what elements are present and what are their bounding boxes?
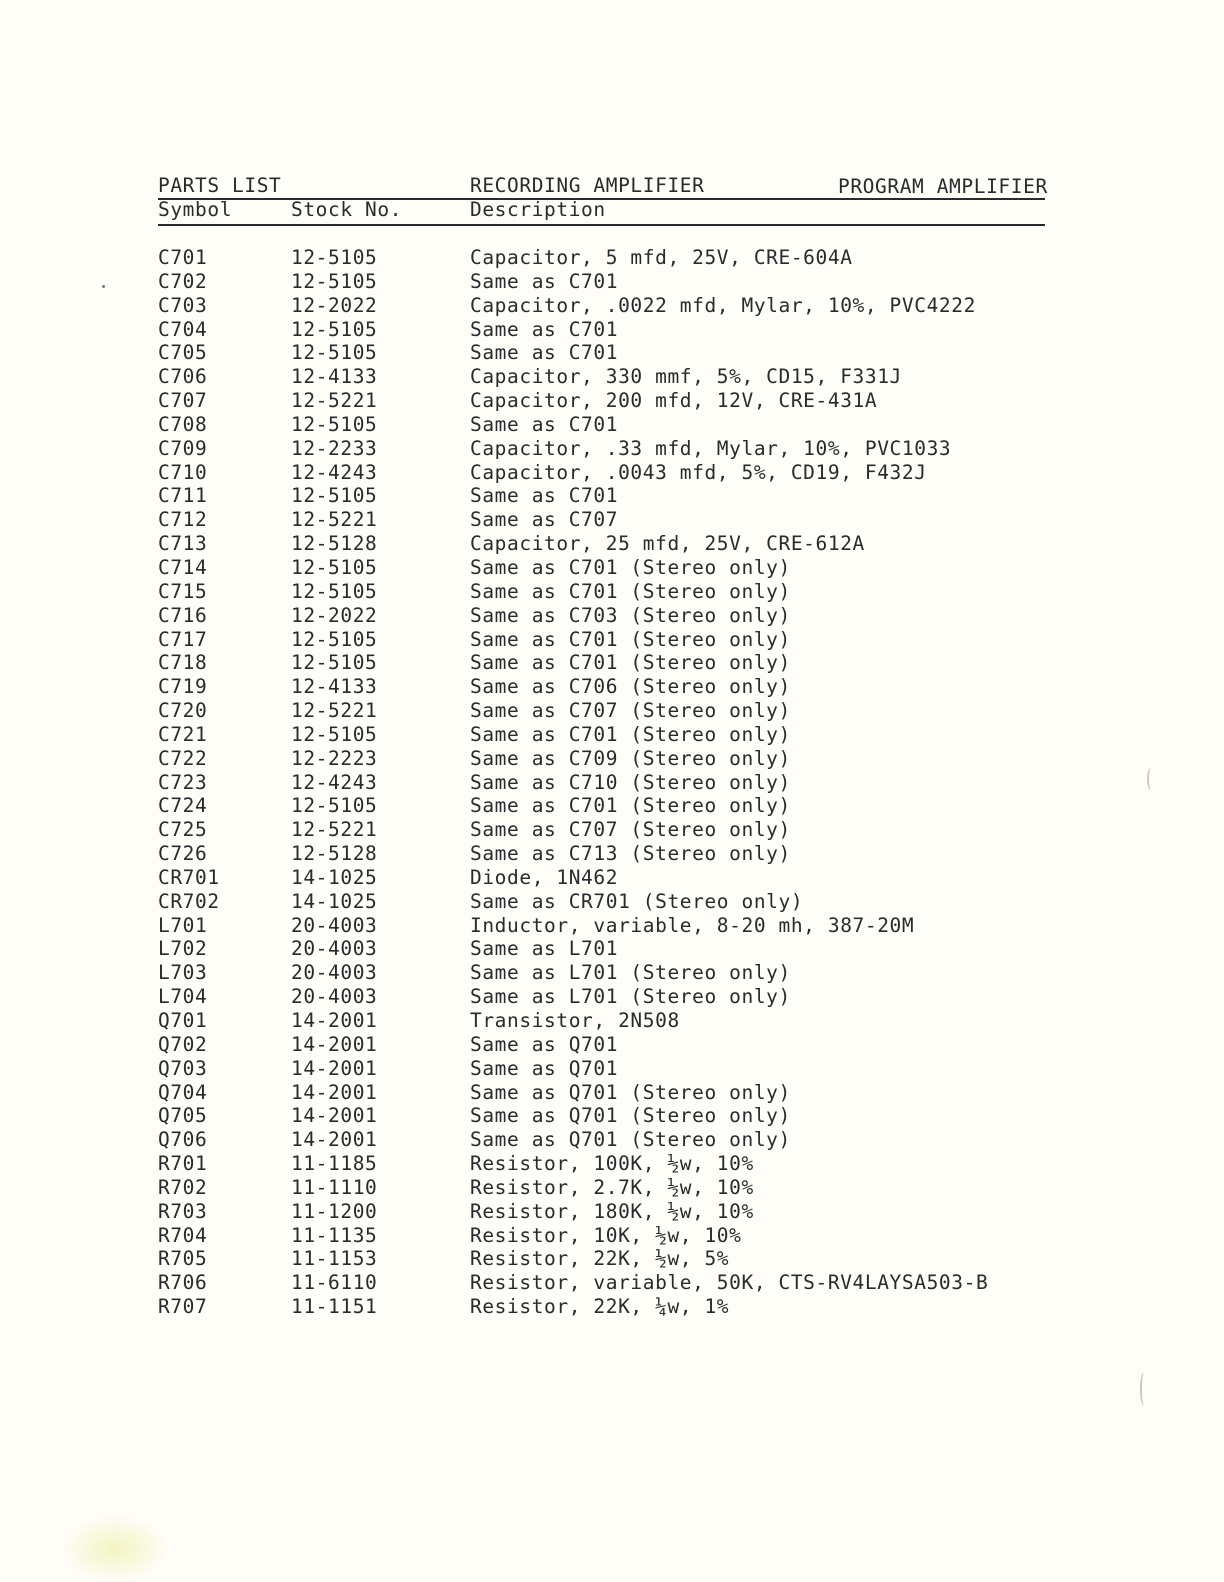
table-row	[158, 866, 1058, 890]
part-symbol: CR702	[158, 889, 220, 913]
part-symbol: C717	[158, 627, 208, 651]
table-row	[158, 818, 1058, 842]
part-stock-number: 12-5128	[291, 532, 378, 556]
table-row	[158, 484, 1058, 508]
part-description: Same as C701	[470, 412, 619, 436]
margin-mark	[1140, 1372, 1148, 1406]
part-stock-number: 12-2223	[291, 746, 378, 770]
part-description: Resistor, 22K, ¼w, 1%	[470, 1295, 730, 1319]
part-stock-number: 12-5105	[291, 317, 378, 341]
part-stock-number: 12-5105	[291, 246, 378, 269]
part-symbol: C725	[158, 818, 208, 842]
part-symbol: L703	[158, 961, 208, 985]
table-row	[158, 461, 1058, 485]
part-symbol: Q704	[158, 1080, 208, 1104]
part-description: Same as C703 (Stereo only)	[470, 603, 791, 627]
table-row	[158, 318, 1058, 342]
part-symbol: L702	[158, 937, 208, 961]
part-description: Same as CR701 (Stereo only)	[470, 889, 804, 913]
part-stock-number: 20-4003	[291, 961, 378, 985]
part-description: Transistor, 2N508	[470, 1009, 680, 1032]
table-row	[158, 246, 1058, 270]
table-row	[158, 747, 1058, 771]
part-symbol: C716	[158, 603, 208, 627]
table-row	[158, 1033, 1058, 1057]
part-symbol: R707	[158, 1295, 208, 1319]
table-row	[158, 556, 1058, 580]
column-header-description: Description	[470, 198, 606, 221]
part-stock-number: 12-5105	[291, 269, 378, 293]
table-row	[158, 365, 1058, 389]
table-row	[158, 628, 1058, 652]
part-description: Same as Q701 (Stereo only)	[470, 1080, 791, 1104]
part-description: Resistor, variable, 50K, CTS-RV4LAYSA503-B	[470, 1271, 989, 1295]
table-row	[158, 1081, 1058, 1105]
part-symbol: L704	[158, 985, 208, 1009]
part-stock-number: 11-1110	[291, 1175, 378, 1199]
table-row	[158, 389, 1058, 413]
part-description: Capacitor, 200 mfd, 12V, CRE-431A	[470, 389, 878, 413]
column-header-symbol: Symbol	[158, 198, 233, 221]
part-stock-number: 11-1185	[291, 1152, 378, 1176]
part-description: Same as C701	[470, 484, 619, 508]
part-symbol: C720	[158, 699, 208, 723]
part-description: Capacitor, .0022 mfd, Mylar, 10%, PVC4222	[470, 293, 976, 317]
part-stock-number: 12-5105	[291, 651, 378, 675]
part-description: Same as L701 (Stereo only)	[470, 985, 791, 1009]
part-stock-number: 11-1151	[291, 1295, 378, 1319]
table-row	[158, 532, 1058, 556]
part-description: Resistor, 10K, ½w, 10%	[470, 1223, 742, 1247]
part-symbol: C713	[158, 532, 208, 556]
part-symbol: C723	[158, 770, 208, 794]
part-description: Same as C701 (Stereo only)	[470, 722, 791, 746]
part-stock-number: 14-2001	[291, 1104, 378, 1128]
part-symbol: R704	[158, 1223, 208, 1247]
part-description: Same as Q701	[470, 1032, 619, 1056]
part-description: Same as C701 (Stereo only)	[470, 794, 791, 818]
part-symbol: C705	[158, 341, 208, 365]
part-stock-number: 14-2001	[291, 1056, 378, 1080]
part-stock-number: 12-2022	[291, 603, 378, 627]
part-symbol: C703	[158, 293, 208, 317]
part-symbol: C704	[158, 317, 208, 341]
table-row	[158, 1057, 1058, 1081]
table-row	[158, 294, 1058, 318]
part-stock-number: 14-2001	[291, 1009, 378, 1032]
part-description: Same as C706 (Stereo only)	[470, 675, 791, 699]
table-row	[158, 437, 1058, 461]
part-stock-number: 12-5105	[291, 341, 378, 365]
part-stock-number: 12-4133	[291, 365, 378, 389]
part-stock-number: 12-5221	[291, 818, 378, 842]
part-symbol: C706	[158, 365, 208, 389]
part-stock-number: 20-4003	[291, 937, 378, 961]
table-row	[158, 890, 1058, 914]
table-row	[158, 1271, 1058, 1295]
part-symbol: C721	[158, 722, 208, 746]
part-symbol: C714	[158, 555, 208, 579]
part-stock-number: 12-5105	[291, 555, 378, 579]
part-stock-number: 12-5105	[291, 794, 378, 818]
part-stock-number: 14-1025	[291, 889, 378, 913]
part-stock-number: 14-1025	[291, 865, 378, 889]
part-symbol: C707	[158, 389, 208, 413]
part-stock-number: 12-5221	[291, 389, 378, 413]
part-stock-number: 12-5221	[291, 508, 378, 532]
program-amplifier-heading: PROGRAM AMPLIFIER	[838, 175, 1048, 198]
part-stock-number: 12-5105	[291, 627, 378, 651]
part-description: Same as C713 (Stereo only)	[470, 842, 791, 866]
part-symbol: C701	[158, 246, 208, 269]
part-description: Resistor, 180K, ½w, 10%	[470, 1199, 754, 1223]
table-row	[158, 937, 1058, 961]
part-symbol: L701	[158, 913, 208, 937]
part-description: Same as C710 (Stereo only)	[470, 770, 791, 794]
part-stock-number: 12-5105	[291, 412, 378, 436]
table-row	[158, 1295, 1058, 1319]
parts-list-heading: PARTS LIST	[158, 174, 282, 197]
part-description: Capacitor, .33 mfd, Mylar, 10%, PVC1033	[470, 436, 952, 460]
part-description: Same as C701 (Stereo only)	[470, 555, 791, 579]
margin-mark	[1147, 768, 1155, 790]
part-stock-number: 12-4243	[291, 770, 378, 794]
table-row	[158, 914, 1058, 938]
part-description: Diode, 1N462	[470, 865, 619, 889]
part-symbol: C722	[158, 746, 208, 770]
paper-speck	[102, 285, 105, 288]
table-row	[158, 651, 1058, 675]
part-description: Same as L701 (Stereo only)	[470, 961, 791, 985]
table-row	[158, 1200, 1058, 1224]
part-symbol: C712	[158, 508, 208, 532]
part-description: Same as C701 (Stereo only)	[470, 627, 791, 651]
part-symbol: Q701	[158, 1009, 208, 1032]
table-row	[158, 675, 1058, 699]
part-stock-number: 12-5128	[291, 842, 378, 866]
part-symbol: CR701	[158, 865, 220, 889]
table-row	[158, 1152, 1058, 1176]
part-description: Same as Q701 (Stereo only)	[470, 1104, 791, 1128]
table-row	[158, 580, 1058, 604]
part-stock-number: 12-5105	[291, 484, 378, 508]
table-row	[158, 1224, 1058, 1248]
part-symbol: C719	[158, 675, 208, 699]
part-stock-number: 12-2022	[291, 293, 378, 317]
part-description: Same as C701 (Stereo only)	[470, 579, 791, 603]
part-stock-number: 20-4003	[291, 985, 378, 1009]
part-description: Capacitor, 330 mmf, 5%, CD15, F331J	[470, 365, 902, 389]
part-description: Same as C701	[470, 269, 619, 293]
part-description: Same as C707 (Stereo only)	[470, 699, 791, 723]
part-symbol: C726	[158, 842, 208, 866]
parts-table-body	[158, 246, 1058, 1319]
table-row	[158, 961, 1058, 985]
part-description: Same as C707 (Stereo only)	[470, 818, 791, 842]
table-row	[158, 1009, 1058, 1033]
part-stock-number: 12-5105	[291, 722, 378, 746]
table-row	[158, 842, 1058, 866]
table-row	[158, 1128, 1058, 1152]
part-description: Resistor, 2.7K, ½w, 10%	[470, 1175, 754, 1199]
part-symbol: C715	[158, 579, 208, 603]
part-description: Same as C707	[470, 508, 619, 532]
table-row	[158, 1176, 1058, 1200]
part-stock-number: 12-4133	[291, 675, 378, 699]
table-row	[158, 413, 1058, 437]
part-symbol: R702	[158, 1175, 208, 1199]
table-row	[158, 794, 1058, 818]
part-symbol: C718	[158, 651, 208, 675]
part-symbol: Q705	[158, 1104, 208, 1128]
part-stock-number: 12-4243	[291, 460, 378, 484]
part-description: Same as C701	[470, 317, 619, 341]
table-row	[158, 341, 1058, 365]
part-description: Capacitor, 5 mfd, 25V, CRE-604A	[470, 246, 853, 269]
part-stock-number: 14-2001	[291, 1080, 378, 1104]
part-description: Capacitor, .0043 mfd, 5%, CD19, F432J	[470, 460, 927, 484]
table-row	[158, 508, 1058, 532]
table-row	[158, 270, 1058, 294]
part-symbol: C710	[158, 460, 208, 484]
part-description: Resistor, 100K, ½w, 10%	[470, 1152, 754, 1176]
column-header-stock: Stock No.	[291, 198, 403, 221]
header-bottom-rule	[158, 224, 1045, 226]
part-symbol: C702	[158, 269, 208, 293]
part-description: Same as C701	[470, 341, 619, 365]
table-row	[158, 1104, 1058, 1128]
part-symbol: Q703	[158, 1056, 208, 1080]
table-row	[158, 699, 1058, 723]
part-description: Same as Q701	[470, 1056, 619, 1080]
part-symbol: C709	[158, 436, 208, 460]
part-description: Same as L701	[470, 937, 619, 961]
part-stock-number: 11-1153	[291, 1247, 378, 1271]
part-symbol: C724	[158, 794, 208, 818]
table-row	[158, 723, 1058, 747]
table-row	[158, 604, 1058, 628]
part-stock-number: 14-2001	[291, 1128, 378, 1152]
part-symbol: R701	[158, 1152, 208, 1176]
recording-amplifier-heading: RECORDING AMPLIFIER	[470, 174, 705, 197]
part-stock-number: 20-4003	[291, 913, 378, 937]
part-symbol: R706	[158, 1271, 208, 1295]
part-description: Capacitor, 25 mfd, 25V, CRE-612A	[470, 532, 865, 556]
part-description: Resistor, 22K, ½w, 5%	[470, 1247, 730, 1271]
part-symbol: R705	[158, 1247, 208, 1271]
table-row	[158, 771, 1058, 795]
table-row	[158, 985, 1058, 1009]
paper-stain	[60, 1515, 170, 1582]
part-symbol: Q706	[158, 1128, 208, 1152]
part-stock-number: 11-6110	[291, 1271, 378, 1295]
part-symbol: C708	[158, 412, 208, 436]
part-stock-number: 11-1200	[291, 1199, 378, 1223]
part-stock-number: 12-5221	[291, 699, 378, 723]
part-stock-number: 14-2001	[291, 1032, 378, 1056]
part-stock-number: 11-1135	[291, 1223, 378, 1247]
part-symbol: R703	[158, 1199, 208, 1223]
part-symbol: C711	[158, 484, 208, 508]
part-description: Same as C709 (Stereo only)	[470, 746, 791, 770]
part-description: Same as C701 (Stereo only)	[470, 651, 791, 675]
part-symbol: Q702	[158, 1032, 208, 1056]
part-description: Same as Q701 (Stereo only)	[470, 1128, 791, 1152]
part-description: Inductor, variable, 8-20 mh, 387-20M	[470, 913, 915, 937]
part-stock-number: 12-5105	[291, 579, 378, 603]
part-stock-number: 12-2233	[291, 436, 378, 460]
table-row	[158, 1247, 1058, 1271]
